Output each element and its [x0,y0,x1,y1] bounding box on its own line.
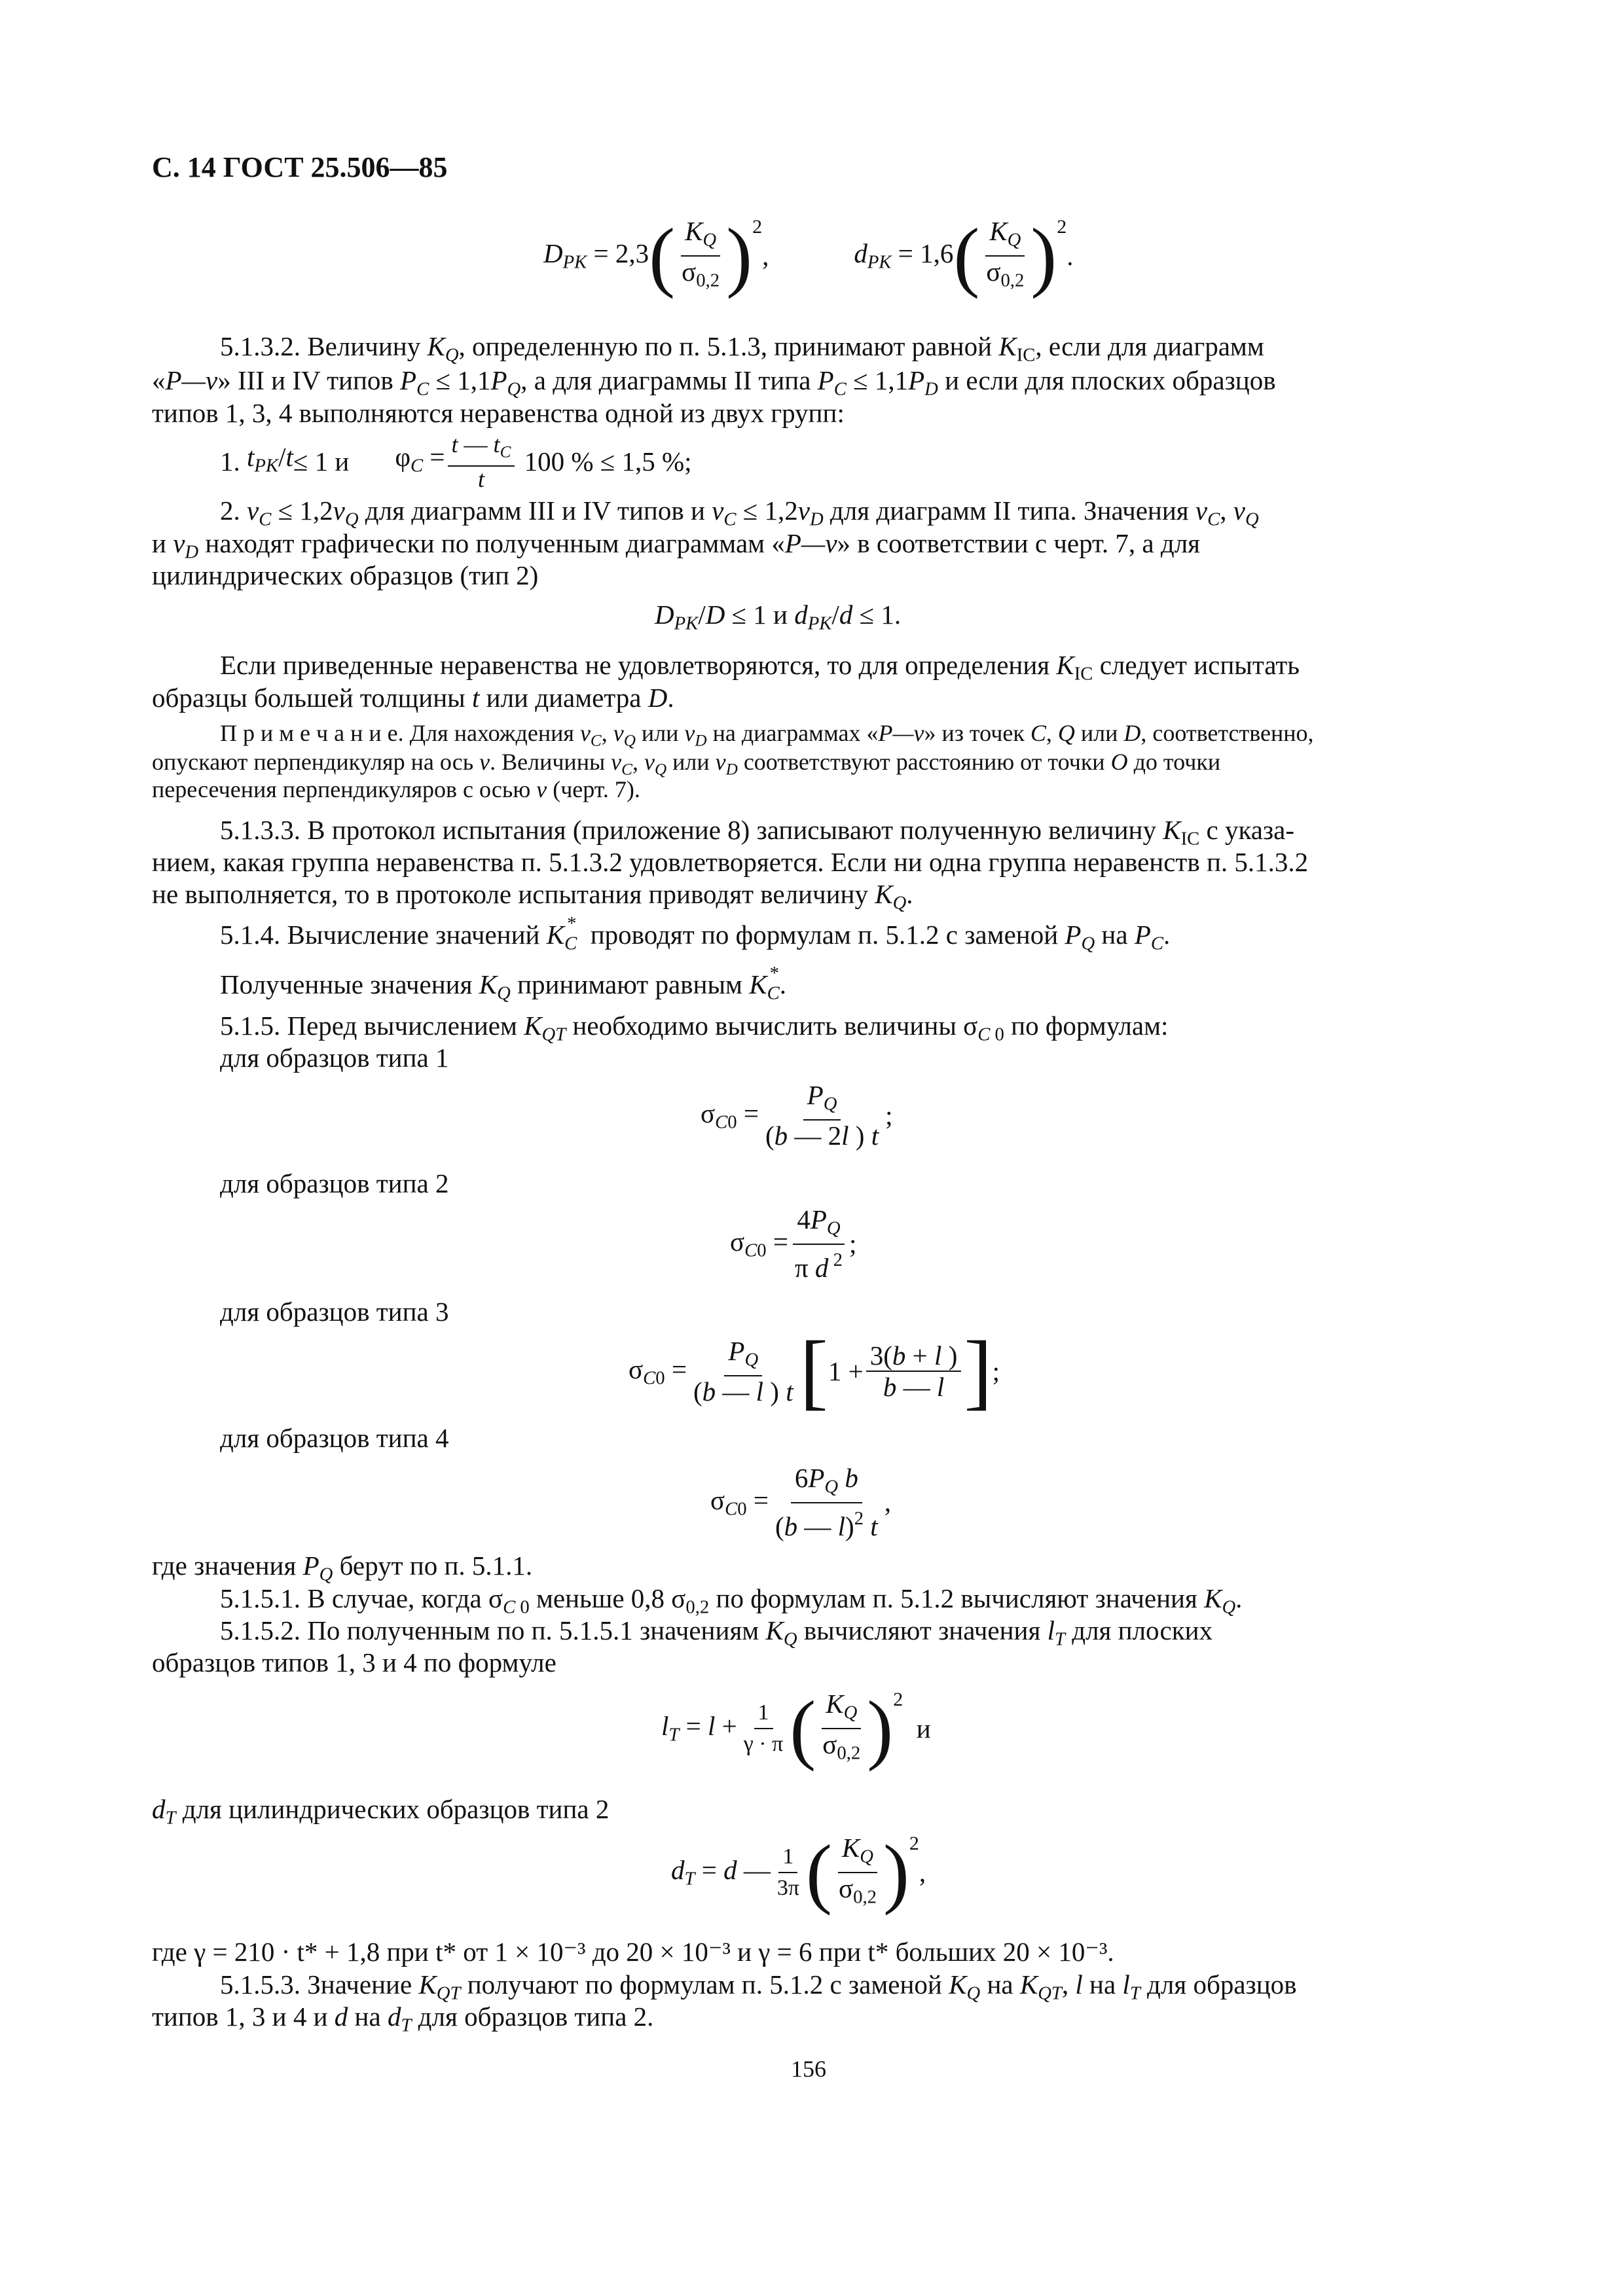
note-line3: пересечения перпендикуляров с осью v (черт. 7). [152,776,640,802]
paragraph-5132-line1: 5.1.3.2. Величину $K_Q$, определенную по п. 5.1.3, принимают равной $K_{IC}$, если для диаграмм [220,331,1264,366]
label-type2: для образцов типа 2 [220,1168,449,1198]
paragraph-5133-line3: не выполняется, то в протоколе испытания приводят величину $K_Q$. [152,879,913,914]
page-number: 156 [791,2056,826,2082]
paragraph-514: 5.1.4. Вычисление значений K * $_C$ проводят по формулам п. 5.1.2 с заменой $P_Q$ на $P_C$. [220,913,1171,954]
paragraph-5133-line1: 5.1.3.3. В протокол испытания (приложение 8) записывают полученную величину $K_{IC}$ с указа- [220,815,1295,850]
paragraph-5152-line1: 5.1.5.2. По полученным по п. 5.1.5.1 значениям $K_Q$ вычисляют значения $l_T$ для плоских [220,1615,1213,1650]
label-type1: для образцов типа 1 [220,1043,449,1073]
paragraph-514-result: Полученные значения $K_Q$ принимают равным K * $_C$. [220,963,786,1004]
note-line2: опускают перпендикуляр на ось v. Величины $v_C$, $v_Q$ или $v_D$ соответствуют расстоянию от точки O до точки [152,749,1221,779]
label-type4: для образцов типа 4 [220,1423,449,1453]
formula-type1: $\sigma_{C0}$ = $\frac{P_Q}{(b — 2l ) t}$ ; [701,1080,893,1151]
paragraph-gamma: где γ = 210 · t* + 1,8 при t* от 1 × 10⁻³ до 20 × 10⁻³ и γ = 6 при t* больших 20 × 10⁻³. [152,1937,1114,1967]
formula-type4: $\sigma_{C0}$ = $\frac{6P_Q b}{(b — l)^2 t}$ , [710,1463,891,1541]
inequality-group-2-line1: 2. $v_C \le 1,2v_Q$ для диаграмм III и IV типов и $v_C \le 1,2v_D$ для диаграмм II типа. Значения $v_C$, $v_Q$ [220,495,1259,530]
inequality-group-1: 1. $t_{PK}/t$ ≤ 1 и $\varphi_C$ = $\frac{t — t_C}{t}$ 100 % ≤ 1,5 %; [220,431,692,492]
paragraph-if-line1: Если приведенные неравенства не удовлетворяются, то для определения $K_{IC}$ следует испытать [220,650,1300,685]
paragraph-dt-label: $d_T$ для цилиндрических образцов типа 2 [152,1794,610,1829]
page-header: С. 14 ГОСТ 25.506—85 [152,151,448,183]
paragraph-where-pq: где значения $P_Q$ берут по п. 5.1.1. [152,1551,533,1585]
formula-dpk: $D_{PK} = 2,3$ ( $\frac{K_Q}{\sigma_{0,2}}$ ) 2 , $d_{PK} = 1,6$ ( $\frac{K_Q}{\sigma_{0,2}}$ ) 2 . [543,211,1074,299]
paragraph-5132-line3: типов 1, 3, 4 выполняются неравенства одной из двух групп: [152,398,845,428]
note-line1: П р и м е ч а н и е. Для нахождения $v_C$, $v_Q$ или $v_D$ на диаграммах «P—v» из точек C, Q или D, соответственно, [220,720,1314,750]
paragraph-515: 5.1.5. Перед вычислением $K_{QT}$ необходимо вычислить величины $\sigma_{C 0}$ по формулам: [220,1011,1169,1045]
formula-lt: $l_T = l$ + $\frac{1}{\gamma \cdot \pi}$ ( $\frac{K_Q}{\sigma_{0,2}}$ ) 2 и [661,1684,931,1772]
formula-type2: $\sigma_{C0}$ = $\frac{4P_Q}{\pi d ^2}$ ; [730,1204,857,1283]
paragraph-5133-line2: нием, какая группа неравенства п. 5.1.3.2 удовлетворяется. Если ни одна группа неравенств п. 5.1.3.2 [152,847,1309,877]
paragraph-5151: 5.1.5.1. В случае, когда $\sigma_{C 0}$ меньше 0,8 $\sigma_{0,2}$ по формулам п. 5.1.2 вычисляют значения $K_Q$. [220,1583,1243,1618]
paragraph-5153-line2: типов 1, 3 и 4 и d на $d_T$ для образцов типа 2. [152,2001,654,2036]
paragraph-5153-line1: 5.1.5.3. Значение $K_{QT}$ получают по формулам п. 5.1.2 с заменой $K_Q$ на $K_{QT}$, l на $l_T$ для образцов [220,1969,1297,2004]
inequality-group-2-line2: и $v_D$ находят графически по полученным диаграммам «P—v» в соответствии с черт. 7, а для [152,528,1201,563]
paragraph-if-line2: образцы большей толщины t или диаметра D. [152,683,674,713]
paragraph-5152-line2: образцов типов 1, 3 и 4 по формуле [152,1647,556,1677]
formula-dpk-ratio: $D_{PK}/D \le 1$ и $d_{PK}/d \le 1$. [655,600,902,634]
paragraph-5132-line2: «P—v» III и IV типов $P_C \le 1,1P_Q$, а для диаграммы II типа $P_C \le 1,1P_D$ и если для плоских образцов [152,365,1276,400]
inequality-group-2-line3: цилиндрических образцов (тип 2) [152,560,539,590]
label-type3: для образцов типа 3 [220,1297,449,1327]
formula-type3: $\sigma_{C0}$ = $\frac{P_Q}{(b — l ) t}$ [ 1 + $\frac{3(b + l )}{b — l}$ ] ; [629,1324,1000,1418]
formula-dt: $d_T = d$ — $\frac{1}{3\pi}$ ( $\frac{K_Q}{\sigma_{0,2}}$ ) 2 , [671,1828,926,1916]
